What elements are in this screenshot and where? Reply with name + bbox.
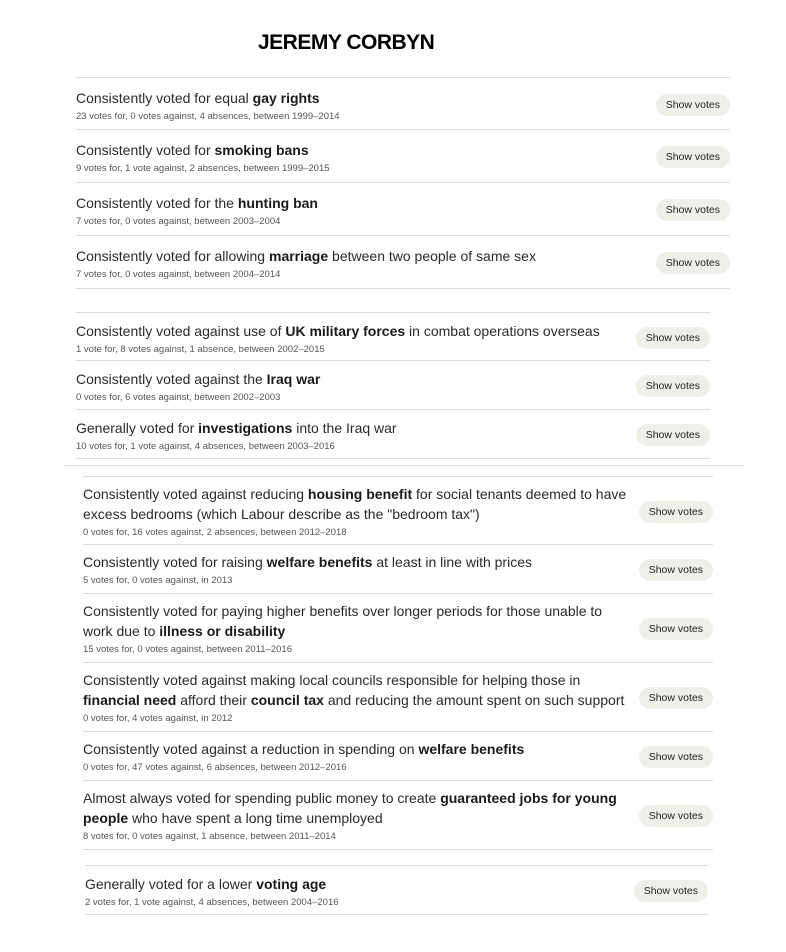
- show-votes-button[interactable]: Show votes: [639, 687, 713, 709]
- policy-text: Consistently voted against making local councils responsible for helping those in: [83, 672, 581, 688]
- vote-row: [76, 183, 730, 236]
- policy-text: at least in line with prices: [372, 554, 532, 570]
- vote-row: [76, 410, 710, 459]
- show-votes-button[interactable]: Show votes: [639, 746, 713, 768]
- vote-summary: 15 votes for, 0 votes against, between 2011–2016: [83, 644, 292, 655]
- vote-summary: 0 votes for, 4 votes against, in 2012: [83, 713, 233, 724]
- vote-section: [85, 865, 708, 915]
- vote-row: [83, 732, 713, 781]
- vote-summary: 8 votes for, 0 votes against, 1 absence, between 2011–2014: [83, 831, 336, 842]
- vote-summary: 0 votes for, 47 votes against, 6 absences, between 2012–2016: [83, 762, 347, 773]
- policy-description: [76, 246, 536, 266]
- vote-summary: 9 votes for, 1 vote against, 2 absences, between 1999–2015: [76, 163, 330, 174]
- vote-summary: 1 vote for, 8 votes against, 1 absence, between 2002–2015: [76, 344, 325, 355]
- show-votes-button[interactable]: Show votes: [636, 327, 710, 349]
- policy-description: [76, 88, 340, 108]
- policy-description: [83, 601, 628, 641]
- policy-text: Consistently voted against the: [76, 371, 267, 387]
- vote-row: [76, 130, 730, 183]
- policy-topic: guaranteed jobs for young people: [83, 790, 617, 826]
- vote-row: [76, 77, 730, 130]
- vote-row: [76, 312, 710, 361]
- vote-row: [83, 781, 713, 850]
- section-divider: [64, 465, 744, 466]
- vote-summary: 2 votes for, 1 vote against, 4 absences, between 2004–2016: [85, 897, 339, 908]
- vote-row: [76, 361, 710, 410]
- show-votes-button[interactable]: Show votes: [656, 94, 730, 116]
- show-votes-button[interactable]: Show votes: [639, 618, 713, 640]
- show-votes-button[interactable]: Show votes: [656, 199, 730, 221]
- vote-section: [76, 77, 730, 289]
- policy-description: [76, 193, 318, 213]
- vote-summary: 7 votes for, 0 votes against, between 2004–2014: [76, 269, 281, 280]
- vote-row: [76, 236, 730, 289]
- policy-text: Consistently voted against use of: [76, 323, 286, 339]
- policy-text: Consistently voted for equal: [76, 90, 253, 106]
- vote-summary: 5 votes for, 0 votes against, in 2013: [83, 575, 233, 586]
- show-votes-button[interactable]: Show votes: [634, 880, 708, 902]
- show-votes-button[interactable]: Show votes: [639, 559, 713, 581]
- policy-text: Generally voted for: [76, 420, 199, 436]
- policy-topic: UK military forces: [285, 323, 406, 339]
- show-votes-button[interactable]: Show votes: [636, 424, 710, 446]
- vote-summary: 0 votes for, 16 votes against, 2 absences, between 2012–2018: [83, 527, 347, 538]
- vote-summary: 0 votes for, 6 votes against, between 2002–2003: [76, 392, 281, 403]
- show-votes-button[interactable]: Show votes: [636, 375, 710, 397]
- policy-description: [76, 369, 320, 389]
- policy-text: who have spent a long time unemployed: [128, 810, 383, 826]
- policy-description: [83, 788, 628, 828]
- policy-description: [85, 874, 339, 894]
- policy-description: [76, 140, 330, 160]
- policy-text: Almost always voted for spending public money to create: [83, 790, 441, 806]
- policy-topic: illness or disability: [159, 623, 286, 639]
- policy-text: Consistently voted for the: [76, 195, 238, 211]
- page-title: JEREMY CORBYN: [258, 31, 435, 54]
- vote-row: [83, 476, 713, 545]
- policy-text: and reducing the amount spent on such support: [323, 692, 625, 708]
- policy-text: afford their: [176, 692, 251, 708]
- policy-text: in combat operations overseas: [405, 323, 600, 339]
- policy-text: Consistently voted for raising: [83, 554, 267, 570]
- policy-topic: financial need: [83, 692, 177, 708]
- policy-text: Consistently voted for allowing: [76, 248, 269, 264]
- policy-topic: council tax: [250, 692, 324, 708]
- policy-text: for social tenants deemed to have excess bedrooms (which Labour describe as the "bedroom tax"): [83, 486, 627, 522]
- policy-text: between two people of same sex: [328, 248, 536, 264]
- policy-text: Consistently voted for paying higher benefits over longer periods for those unable to work due to: [83, 603, 603, 639]
- policy-topic: housing benefit: [307, 486, 413, 502]
- show-votes-button[interactable]: Show votes: [639, 805, 713, 827]
- policy-description: [76, 418, 397, 438]
- policy-description: [76, 321, 600, 341]
- policy-text: into the Iraq war: [292, 420, 397, 436]
- policy-text: Consistently voted against a reduction in spending on: [83, 741, 419, 757]
- show-votes-button[interactable]: Show votes: [639, 501, 713, 523]
- policy-topic: gay rights: [252, 90, 320, 106]
- policy-text: Consistently voted against reducing: [83, 486, 308, 502]
- policy-topic: voting age: [256, 876, 327, 892]
- vote-row: [83, 594, 713, 663]
- vote-section: [83, 476, 713, 850]
- policy-description: [83, 552, 628, 572]
- policy-topic: hunting ban: [237, 195, 318, 211]
- vote-row: [83, 545, 713, 594]
- policy-description: [83, 670, 628, 710]
- policy-topic: welfare benefits: [266, 554, 373, 570]
- vote-section: [76, 312, 710, 459]
- vote-summary: 7 votes for, 0 votes against, between 2003–2004: [76, 216, 281, 227]
- vote-summary: 10 votes for, 1 vote against, 4 absences, between 2003–2016: [76, 441, 335, 452]
- vote-row: [83, 663, 713, 732]
- policy-topic: smoking bans: [214, 142, 309, 158]
- policy-text: Consistently voted for: [76, 142, 215, 158]
- policy-topic: marriage: [269, 248, 329, 264]
- show-votes-button[interactable]: Show votes: [656, 146, 730, 168]
- policy-description: [83, 484, 628, 524]
- policy-text: Generally voted for a lower: [85, 876, 257, 892]
- cutoff-heading-fragment: [188, 50, 268, 62]
- vote-summary: 23 votes for, 0 votes against, 4 absences, between 1999–2014: [76, 111, 340, 122]
- show-votes-button[interactable]: Show votes: [656, 252, 730, 274]
- policy-description: [83, 739, 628, 759]
- policy-topic: Iraq war: [266, 371, 321, 387]
- policy-topic: welfare benefits: [418, 741, 525, 757]
- policy-topic: investigations: [198, 420, 293, 436]
- vote-row: [85, 865, 708, 915]
